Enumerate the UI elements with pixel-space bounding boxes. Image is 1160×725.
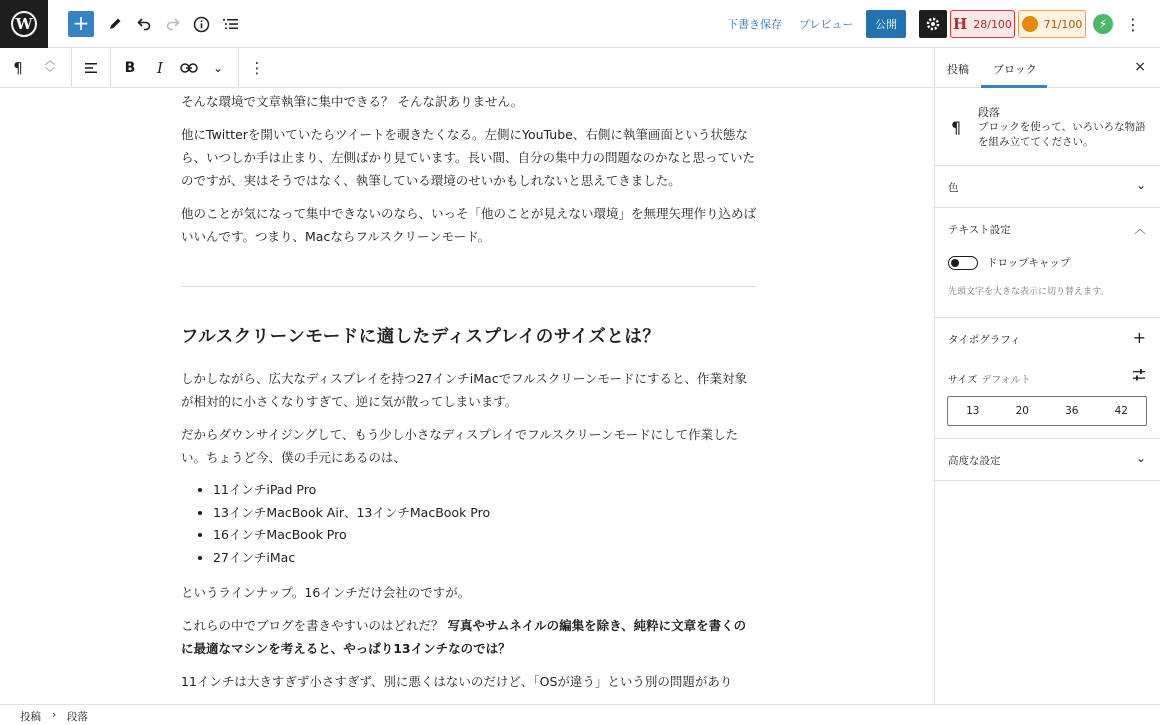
link-icon[interactable] <box>178 56 200 80</box>
toolbar-divider <box>110 48 111 88</box>
font-size-option[interactable]: 20 <box>1015 405 1029 417</box>
more-options-icon: ⋮ <box>1125 14 1141 34</box>
font-size-option[interactable]: 42 <box>1114 405 1128 417</box>
separator-block[interactable] <box>181 286 756 287</box>
editor-canvas <box>0 88 934 704</box>
breadcrumb-post[interactable]: 投稿 <box>20 711 41 723</box>
panel-color[interactable] <box>935 166 1160 208</box>
drop-cap-toggle[interactable] <box>948 256 978 270</box>
more-options-button[interactable] <box>1123 12 1143 36</box>
paragraph-block[interactable]: だからダウンサイジングして、もう少し小さなディスプレイでフルスクリーンモードにして作業したい。ちょうど今、僕の手元にあるのは、 <box>181 427 739 465</box>
plus-icon[interactable]: + <box>1132 328 1146 347</box>
font-size-label <box>948 371 1031 386</box>
breadcrumb-separator: › <box>52 709 57 721</box>
paragraph-block[interactable]: 他のことが気になって集中できないのなら、いっそ「他のことが見えない環境」を無理矢理作り込めばいいんです。つまり、Macならフルスクリーンモード。 <box>181 206 757 244</box>
move-down-icon[interactable]: ﹀ <box>45 68 55 79</box>
italic-icon[interactable]: I <box>157 59 163 77</box>
edit-icon[interactable] <box>103 12 127 36</box>
block-card <box>935 88 1160 166</box>
toggle-knob <box>951 259 959 267</box>
align-icon[interactable] <box>81 56 101 80</box>
chevron-down-icon[interactable]: ⌄ <box>1135 178 1146 192</box>
paragraph-block[interactable]: というラインナップ。16インチだけ会社のですが。 <box>181 585 471 600</box>
paragraph-block[interactable]: そんな環境で文章執筆に集中できる？ そんな訳ありません。 <box>181 94 524 109</box>
readability-score-value: 71/100 <box>1043 17 1083 31</box>
move-block-controls <box>40 53 60 83</box>
move-up-icon[interactable]: ︿ <box>45 56 55 67</box>
paragraph-block[interactable]: しかしながら、広大なディスプレイを持つ27インチiMacでフルスクリーンモードにすると、作業対象が相対的に小さくなりすぎて、逆に気が散ってしまいます。 <box>181 371 747 409</box>
font-size-option[interactable]: 13 <box>966 405 980 417</box>
custom-size-icon[interactable] <box>1132 368 1146 385</box>
block-options-icon[interactable]: ⋮ <box>249 59 265 77</box>
publish-button[interactable]: 公開 <box>866 10 906 38</box>
breadcrumb-paragraph[interactable]: 段落 <box>67 711 88 723</box>
list-item[interactable]: • 13インチMacBook Air、13インチMacBook Pro <box>213 502 756 525</box>
panel-title[interactable]: テキスト設定 <box>948 224 1011 236</box>
block-description: ブロックを使って、いろいろな物語を組み立ててください。 <box>978 121 1146 148</box>
save-draft-button[interactable]: 下書き保存 <box>727 18 782 31</box>
paragraph-icon: ¶ <box>951 118 962 137</box>
info-icon[interactable] <box>189 12 213 36</box>
add-block-button[interactable]: + <box>68 11 94 37</box>
readability-score-button[interactable] <box>1018 10 1086 38</box>
seo-score-button[interactable] <box>950 10 1015 38</box>
list-block[interactable] <box>213 479 756 569</box>
panel-advanced[interactable] <box>935 439 1160 481</box>
breadcrumb <box>0 704 1160 725</box>
list-item[interactable]: • 27インチiMac <box>213 547 756 570</box>
more-rich-text-icon[interactable]: ⌄ <box>212 61 224 75</box>
panel-title: 高度な設定 <box>948 455 1001 467</box>
size-label-text: サイズ <box>948 375 978 386</box>
panel-title[interactable]: タイポグラフィ <box>948 334 1021 346</box>
font-size-picker <box>947 396 1147 426</box>
list-item[interactable]: • 16インチMacBook Pro <box>213 524 756 547</box>
bold-text: 写真やサムネイルの編集を除き、純粋に文章を書くのに最適なマシンを考えると、やっぱり13インチなのでは？ <box>181 618 747 656</box>
block-title: 段落 <box>978 106 1000 119</box>
chevron-up-icon[interactable]: ︿ <box>1133 222 1146 236</box>
close-icon[interactable]: × <box>1134 59 1146 75</box>
block-toolbar <box>0 48 934 88</box>
chevron-down-icon[interactable]: ⌄ <box>1135 451 1146 465</box>
settings-sidebar <box>934 48 1160 704</box>
bold-icon[interactable]: B <box>124 60 136 76</box>
jetpack-icon: ⚡ <box>1098 17 1108 31</box>
wordpress-logo-button[interactable] <box>0 0 48 48</box>
paragraph-block[interactable] <box>181 614 756 660</box>
seo-score-value: 28/100 <box>973 17 1012 31</box>
drop-cap-label: ドロップキャップ <box>987 257 1071 269</box>
undo-icon[interactable] <box>132 12 156 36</box>
readability-score-icon <box>1022 16 1038 32</box>
preview-button[interactable]: プレビュー <box>799 18 854 31</box>
editor-header <box>0 0 1160 48</box>
settings-icon <box>925 16 941 32</box>
paragraph-icon[interactable]: ¶ <box>13 59 23 77</box>
tab-block[interactable]: ブロック <box>993 63 1037 76</box>
settings-button[interactable] <box>919 10 947 38</box>
paragraph-block[interactable]: 11インチは大きすぎず小さすぎず、別に悪くはないのだけど、「OSが違う」という別の問題があり <box>181 674 733 689</box>
wordpress-icon: W <box>11 11 37 37</box>
size-default-text: デフォルト <box>981 375 1031 386</box>
jetpack-button[interactable] <box>1093 14 1113 34</box>
toolbar-divider <box>238 48 239 88</box>
drop-cap-help: 先頭文字を大きな表示に切り替えます。 <box>948 287 1110 297</box>
tab-post[interactable]: 投稿 <box>947 63 969 76</box>
font-size-option[interactable]: 36 <box>1065 405 1079 417</box>
seo-score-icon: H <box>953 15 968 33</box>
heading-block[interactable]: フルスクリーンモードに適したディスプレイのサイズとは？ <box>181 327 661 347</box>
list-item[interactable]: • 11インチiPad Pro <box>213 479 756 502</box>
sidebar-tabs <box>935 48 1160 88</box>
toolbar-divider <box>71 48 72 88</box>
redo-icon[interactable] <box>161 12 185 36</box>
paragraph-text: これらの中でブログを書きやすいのはどれだ？ <box>181 618 448 633</box>
list-view-icon[interactable] <box>218 12 242 36</box>
paragraph-block[interactable]: 他にTwitterを開いていたらツイートを覗きたくなる。左側にYouTube、右側に執筆画面という状態なら、いつしか手は止まり、左側ばかり見ています。長い間、自分の集中力の問題なのかなと思っていたのですが、実はそうではなく、執筆している環境のせいかもしれないと思えてきました。 <box>181 127 756 188</box>
panel-text-settings <box>935 208 1160 318</box>
panel-typography <box>935 318 1160 439</box>
panel-title: 色 <box>948 182 959 194</box>
